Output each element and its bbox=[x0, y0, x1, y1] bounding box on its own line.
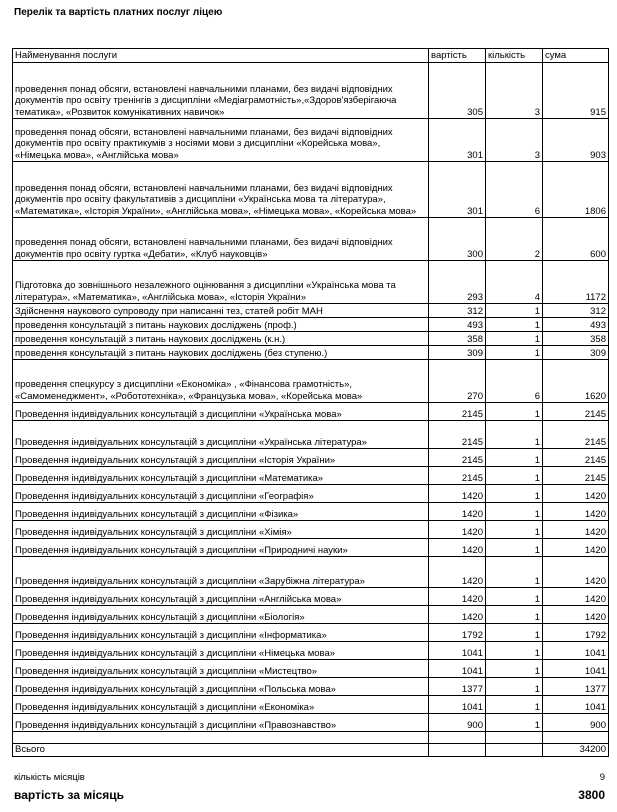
header-price: вартість bbox=[429, 49, 486, 63]
table-row bbox=[13, 606, 609, 624]
sum-cell: 600 bbox=[543, 218, 609, 261]
service-name-cell: Проведення індивідуальних консультацій з дисципліни «Англійська мова» bbox=[13, 588, 429, 606]
quantity-cell: 2 bbox=[486, 218, 543, 261]
sum-cell: 1041 bbox=[543, 696, 609, 714]
sum-cell: 903 bbox=[543, 119, 609, 162]
price-cell: 309 bbox=[429, 346, 486, 360]
service-name-cell: Проведення індивідуальних консультацій з дисципліни «Математика» bbox=[13, 467, 429, 485]
table-header-row bbox=[13, 49, 609, 63]
service-name-cell: Проведення індивідуальних консультацій з дисципліни «Польська мова» bbox=[13, 678, 429, 696]
service-name-cell: проведення понад обсяги, встановлені навчальними планами, без видачі відповідних документів про освіту практикумів з носіями мови з дисципліни «Корейська мова», «Німецька мова», «Англійська мова» bbox=[13, 119, 429, 162]
price-cell: 293 bbox=[429, 261, 486, 304]
sum-cell: 1041 bbox=[543, 660, 609, 678]
sum-cell: 1620 bbox=[543, 360, 609, 403]
price-cell: 1377 bbox=[429, 678, 486, 696]
quantity-cell: 1 bbox=[486, 304, 543, 318]
service-name-cell: Проведення індивідуальних консультацій з дисципліни «Географія» bbox=[13, 485, 429, 503]
table-row bbox=[13, 332, 609, 346]
service-name-cell: проведення понад обсяги, встановлені навчальними планами, без видачі відповідних документів про освіту тренінгів з дисципліни «Медіаграмотність»,«Здоров'язберігаюча тематика», «Розвиток комунікативних навичок» bbox=[13, 63, 429, 119]
sum-cell: 1420 bbox=[543, 503, 609, 521]
sum-cell: 2145 bbox=[543, 467, 609, 485]
sum-cell: 358 bbox=[543, 332, 609, 346]
service-name-cell: проведення спецкурсу з дисципліни «Економіка» , «Фінансова грамотність», «Самоменеджмент», «Робототехніка», «Французька мова», «Корейська мова» bbox=[13, 360, 429, 403]
empty-cell bbox=[429, 732, 486, 744]
quantity-cell: 1 bbox=[486, 606, 543, 624]
empty-cell bbox=[486, 732, 543, 744]
price-cell: 1420 bbox=[429, 503, 486, 521]
sum-cell: 309 bbox=[543, 346, 609, 360]
sum-cell: 493 bbox=[543, 318, 609, 332]
service-name-cell: проведення консультацій з питань наукових досліджень (проф.) bbox=[13, 318, 429, 332]
quantity-cell: 1 bbox=[486, 449, 543, 467]
quantity-cell: 1 bbox=[486, 485, 543, 503]
price-cell: 2145 bbox=[429, 467, 486, 485]
price-cell: 1420 bbox=[429, 606, 486, 624]
table-row bbox=[13, 503, 609, 521]
services-table bbox=[12, 48, 609, 757]
header-sum: сума bbox=[543, 49, 609, 63]
empty-cell bbox=[13, 732, 429, 744]
quantity-cell: 1 bbox=[486, 696, 543, 714]
service-name-cell: Проведення індивідуальних консультацій з дисципліни «Біологія» bbox=[13, 606, 429, 624]
header-name: Найменування послуги bbox=[13, 49, 429, 63]
price-cell: 1420 bbox=[429, 521, 486, 539]
price-cell: 305 bbox=[429, 63, 486, 119]
months-label: кількість місяців bbox=[14, 772, 85, 783]
table-row bbox=[13, 346, 609, 360]
price-cell: 1420 bbox=[429, 539, 486, 557]
sum-cell: 1377 bbox=[543, 678, 609, 696]
service-name-cell: Проведення індивідуальних консультацій з дисципліни «Українська література» bbox=[13, 421, 429, 449]
sum-cell: 1041 bbox=[543, 642, 609, 660]
table-row bbox=[13, 485, 609, 503]
quantity-cell: 1 bbox=[486, 403, 543, 421]
table-row bbox=[13, 261, 609, 304]
price-cell: 1041 bbox=[429, 642, 486, 660]
total-label: Всього bbox=[13, 744, 429, 757]
quantity-cell: 1 bbox=[486, 714, 543, 732]
quantity-cell: 1 bbox=[486, 642, 543, 660]
price-cell: 2145 bbox=[429, 449, 486, 467]
service-name-cell: Проведення індивідуальних консультацій з дисципліни «Природничі науки» bbox=[13, 539, 429, 557]
quantity-cell: 1 bbox=[486, 624, 543, 642]
table-row bbox=[13, 218, 609, 261]
table-row bbox=[13, 557, 609, 588]
quantity-cell: 1 bbox=[486, 588, 543, 606]
price-cell: 1041 bbox=[429, 660, 486, 678]
monthly-cost-value: 3800 bbox=[578, 788, 605, 802]
table-row bbox=[13, 678, 609, 696]
quantity-cell: 6 bbox=[486, 162, 543, 218]
empty-cell bbox=[486, 744, 543, 757]
price-cell: 1792 bbox=[429, 624, 486, 642]
table-row bbox=[13, 162, 609, 218]
quantity-cell: 1 bbox=[486, 421, 543, 449]
sum-cell: 1420 bbox=[543, 539, 609, 557]
service-name-cell: Проведення індивідуальних консультацій з дисципліни «Історія України» bbox=[13, 449, 429, 467]
price-cell: 270 bbox=[429, 360, 486, 403]
sum-cell: 2145 bbox=[543, 449, 609, 467]
quantity-cell: 1 bbox=[486, 318, 543, 332]
price-cell: 358 bbox=[429, 332, 486, 346]
sum-cell: 900 bbox=[543, 714, 609, 732]
sum-cell: 1172 bbox=[543, 261, 609, 304]
table-row bbox=[13, 119, 609, 162]
table-row bbox=[13, 304, 609, 318]
empty-cell bbox=[543, 732, 609, 744]
service-name-cell: Проведення індивідуальних консультацій з дисципліни «Економіка» bbox=[13, 696, 429, 714]
empty-cell bbox=[429, 744, 486, 757]
quantity-cell: 6 bbox=[486, 360, 543, 403]
sum-cell: 1420 bbox=[543, 485, 609, 503]
service-name-cell: Проведення індивідуальних консультацій з дисципліни «Хімія» bbox=[13, 521, 429, 539]
table-row bbox=[13, 318, 609, 332]
table-row bbox=[13, 539, 609, 557]
quantity-cell: 1 bbox=[486, 557, 543, 588]
price-cell: 2145 bbox=[429, 403, 486, 421]
table-row bbox=[13, 403, 609, 421]
price-cell: 493 bbox=[429, 318, 486, 332]
table-row bbox=[13, 642, 609, 660]
sum-cell: 2145 bbox=[543, 421, 609, 449]
service-name-cell: Проведення індивідуальних консультацій з дисципліни «Інформатика» bbox=[13, 624, 429, 642]
table-row bbox=[13, 588, 609, 606]
quantity-cell: 1 bbox=[486, 539, 543, 557]
table-row bbox=[13, 449, 609, 467]
spacer-row bbox=[13, 732, 609, 744]
price-cell: 1420 bbox=[429, 588, 486, 606]
quantity-cell: 1 bbox=[486, 467, 543, 485]
header-qty: кількість bbox=[486, 49, 543, 63]
service-name-cell: Проведення індивідуальних консультацій з дисципліни «Правознавство» bbox=[13, 714, 429, 732]
quantity-cell: 1 bbox=[486, 521, 543, 539]
quantity-cell: 1 bbox=[486, 660, 543, 678]
sum-cell: 1792 bbox=[543, 624, 609, 642]
service-name-cell: Проведення індивідуальних консультацій з дисципліни «Українська мова» bbox=[13, 403, 429, 421]
table-row bbox=[13, 624, 609, 642]
sum-cell: 1420 bbox=[543, 606, 609, 624]
table-row bbox=[13, 421, 609, 449]
sum-cell: 1420 bbox=[543, 521, 609, 539]
service-name-cell: Підготовка до зовнішнього незалежного оцінювання з дисципліни «Українська мова та література», «Математика», «Англійська мова», «Історія України» bbox=[13, 261, 429, 304]
sum-cell: 915 bbox=[543, 63, 609, 119]
months-value: 9 bbox=[599, 772, 605, 783]
service-name-cell: Здійснення наукового супроводу при написанні тез, статей робіт МАН bbox=[13, 304, 429, 318]
service-name-cell: проведення понад обсяги, встановлені навчальними планами, без видачі відповідних документів про освіту гуртка «Дебати», «Клуб науковців» bbox=[13, 218, 429, 261]
sum-cell: 2145 bbox=[543, 403, 609, 421]
quantity-cell: 3 bbox=[486, 119, 543, 162]
page-title: Перелік та вартість платних послуг ліцею bbox=[14, 7, 223, 18]
service-name-cell: Проведення індивідуальних консультацій з дисципліни «Фізика» bbox=[13, 503, 429, 521]
service-name-cell: Проведення індивідуальних консультацій з дисципліни «Німецька мова» bbox=[13, 642, 429, 660]
price-cell: 1420 bbox=[429, 485, 486, 503]
table-row bbox=[13, 660, 609, 678]
sum-cell: 312 bbox=[543, 304, 609, 318]
price-cell: 300 bbox=[429, 218, 486, 261]
price-cell: 900 bbox=[429, 714, 486, 732]
price-cell: 1041 bbox=[429, 696, 486, 714]
service-name-cell: Проведення індивідуальних консультацій з дисципліни «Мистецтво» bbox=[13, 660, 429, 678]
table-row bbox=[13, 696, 609, 714]
quantity-cell: 1 bbox=[486, 346, 543, 360]
monthly-cost-label: вартість за місяць bbox=[14, 788, 124, 802]
table-row bbox=[13, 467, 609, 485]
total-sum: 34200 bbox=[543, 744, 609, 757]
sum-cell: 1420 bbox=[543, 557, 609, 588]
sum-cell: 1420 bbox=[543, 588, 609, 606]
quantity-cell: 3 bbox=[486, 63, 543, 119]
service-name-cell: проведення консультацій з питань наукових досліджень (к.н.) bbox=[13, 332, 429, 346]
table-row bbox=[13, 521, 609, 539]
total-row bbox=[13, 744, 609, 757]
service-name-cell: проведення понад обсяги, встановлені навчальними планами, без видачі відповідних документів про освіту факультативів з дисципліни «Українська мова та література», «Математика», «Історія України», «Англійська мова», «Німецька мова», «Корейська мова» bbox=[13, 162, 429, 218]
price-cell: 301 bbox=[429, 162, 486, 218]
price-cell: 312 bbox=[429, 304, 486, 318]
price-cell: 301 bbox=[429, 119, 486, 162]
sum-cell: 1806 bbox=[543, 162, 609, 218]
service-name-cell: Проведення індивідуальних консультацій з дисципліни «Зарубіжна література» bbox=[13, 557, 429, 588]
price-cell: 2145 bbox=[429, 421, 486, 449]
quantity-cell: 1 bbox=[486, 332, 543, 346]
price-cell: 1420 bbox=[429, 557, 486, 588]
table-row bbox=[13, 360, 609, 403]
service-name-cell: проведення консультацій з питань наукових досліджень (без ступеню.) bbox=[13, 346, 429, 360]
quantity-cell: 1 bbox=[486, 678, 543, 696]
table-row bbox=[13, 63, 609, 119]
quantity-cell: 4 bbox=[486, 261, 543, 304]
quantity-cell: 1 bbox=[486, 503, 543, 521]
table-row bbox=[13, 714, 609, 732]
